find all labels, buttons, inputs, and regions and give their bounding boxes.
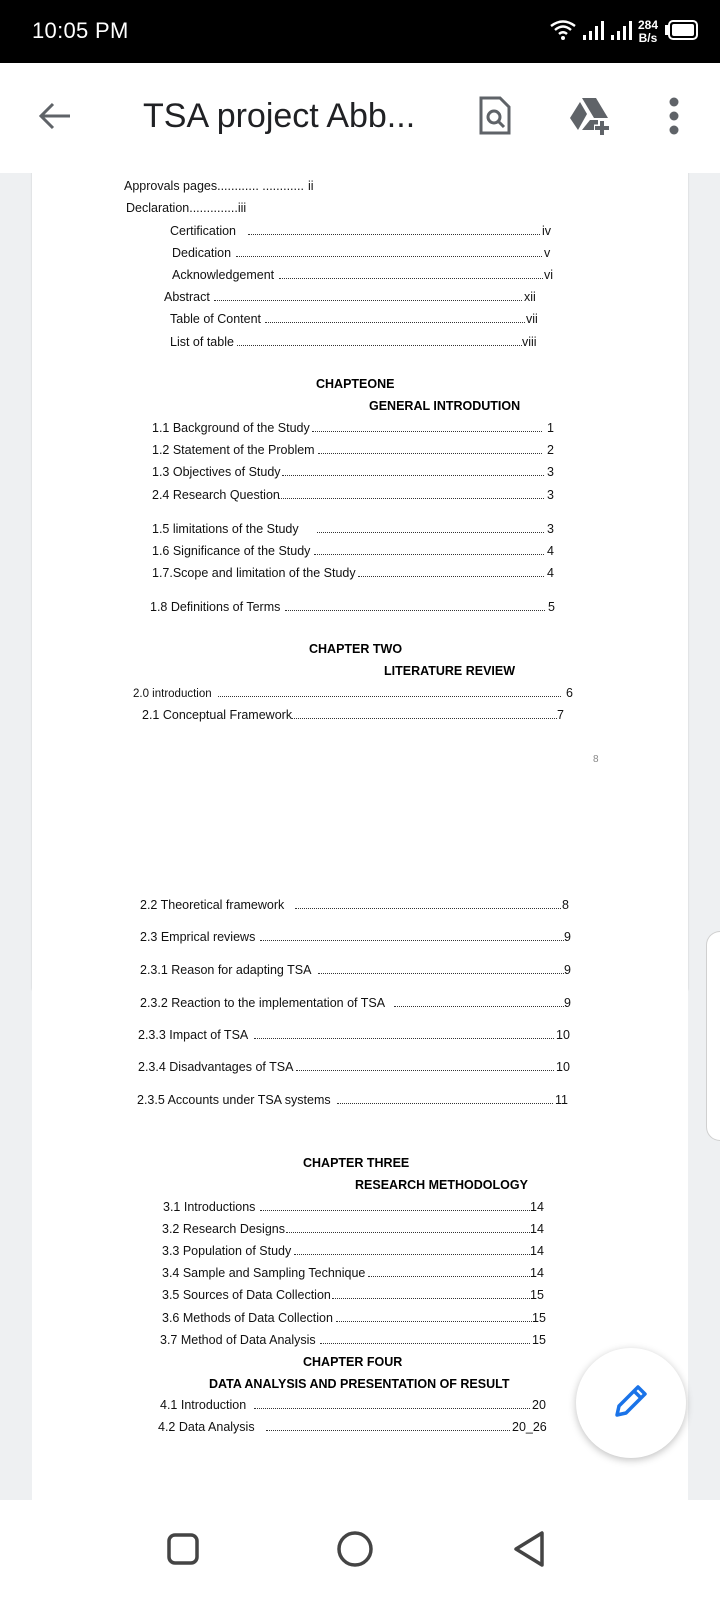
- add-to-drive-button[interactable]: [566, 95, 616, 141]
- wifi-icon: [550, 19, 576, 46]
- toc-entry: Certification iv: [170, 224, 552, 238]
- home-button[interactable]: [330, 1526, 380, 1576]
- document-viewer[interactable]: [0, 173, 720, 1500]
- status-icons: [550, 14, 698, 50]
- toc-entry: Approvals pages............ ............ ii: [124, 179, 314, 193]
- back-arrow-icon: [38, 102, 72, 135]
- document-search-icon: [478, 96, 512, 141]
- more-vert-icon: [668, 96, 680, 141]
- toc-entry: Dedication v: [172, 246, 551, 260]
- add-to-drive-icon: [568, 96, 614, 141]
- battery-icon: [664, 20, 698, 45]
- toc-entry: 1.5 limitations of the Study 3: [152, 522, 554, 536]
- chapter-heading: CHAPTER THREE: [303, 1156, 410, 1170]
- chapter-heading: CHAPTEONE: [316, 377, 395, 391]
- system-nav-bar: [0, 1500, 720, 1600]
- edit-fab[interactable]: [576, 1348, 686, 1458]
- toc-entry: 3.3 Population of Study 14: [162, 1244, 544, 1258]
- chapter-subheading: RESEARCH METHODOLOGY: [355, 1178, 528, 1192]
- toc-entry: 3.5 Sources of Data Collection 15: [162, 1288, 544, 1302]
- recents-square-icon: [166, 1532, 200, 1571]
- toc-entry: 2.1 Conceptual Framework 7: [142, 708, 564, 722]
- app-bar: [0, 63, 720, 173]
- toc-entry: 2.0 introduction 6: [133, 686, 573, 700]
- chapter-heading: CHAPTER FOUR: [303, 1355, 403, 1369]
- signal-icon: [582, 19, 604, 46]
- back-triangle-icon: [512, 1530, 546, 1573]
- chapter-heading: CHAPTER TWO: [309, 642, 403, 656]
- status-time: 10:05 PM: [32, 18, 129, 43]
- toc-entry: 4.2 Data Analysis 20_26: [158, 1420, 547, 1434]
- toc-entry: 1.6 Significance of the Study 4: [152, 544, 554, 558]
- toc-entry: 3.1 Introductions 14: [163, 1200, 544, 1214]
- more-options-button[interactable]: [656, 93, 692, 143]
- toc-entry: 1.2 Statement of the Problem 2: [152, 443, 554, 457]
- toc-entry: 2.3.1 Reason for adapting TSA 9: [140, 963, 571, 977]
- toc-entry: Declaration..............iii: [126, 201, 247, 215]
- toc-entry: 2.3.3 Impact of TSA 10: [138, 1028, 570, 1042]
- chapter-subheading: LITERATURE REVIEW: [384, 664, 516, 678]
- network-speed: [638, 19, 658, 45]
- toc-entry: 1.8 Definitions of Terms 5: [150, 600, 555, 614]
- toc-entry: 2.3.5 Accounts under TSA systems 11: [137, 1093, 568, 1107]
- back-nav-button[interactable]: [504, 1526, 554, 1576]
- toc-entry: 1.7.Scope and limitation of the Study 4: [152, 566, 554, 580]
- toc-entry: 1.1 Background of the Study 1: [152, 421, 554, 435]
- toc-entry: 4.1 Introduction 20: [160, 1398, 546, 1412]
- toc-entry: 2.3 Emprical reviews 9: [140, 930, 571, 944]
- edit-pencil-icon: [611, 1381, 651, 1426]
- home-circle-icon: [336, 1530, 374, 1573]
- scroll-handle[interactable]: [706, 931, 720, 1141]
- toc-entry: 2.4 Research Question 3: [152, 488, 554, 502]
- recents-button[interactable]: [158, 1526, 208, 1576]
- toc-entry: 3.6 Methods of Data Collection 15: [162, 1311, 546, 1325]
- toc-entry: 1.3 Objectives of Study 3: [152, 465, 554, 479]
- toc-entry: 2.2 Theoretical framework 8: [140, 898, 569, 912]
- toc-entry: 2.3.4 Disadvantages of TSA 10: [138, 1060, 570, 1074]
- back-button[interactable]: [30, 93, 80, 143]
- toc-entry: List of table viii: [170, 335, 537, 349]
- toc-entry: Acknowledgement vi: [172, 268, 554, 282]
- page-number: 8: [593, 754, 599, 765]
- document-title: TSA project Abb...: [143, 97, 416, 135]
- chapter-subheading: GENERAL INTRODUTION: [369, 399, 521, 413]
- network-speed-unit: B/s: [638, 31, 658, 45]
- toc-entry: Table of Content vii: [170, 312, 538, 326]
- signal-icon: [610, 19, 632, 46]
- toc-entry: 3.4 Sample and Sampling Technique 14: [162, 1266, 544, 1280]
- toc-entry: 3.7 Method of Data Analysis 15: [160, 1333, 546, 1347]
- toc-entry: 2.3.2 Reaction to the implementation of TSA 9: [140, 996, 571, 1010]
- status-bar: [0, 0, 720, 63]
- toc-entry: Abstract xii: [164, 290, 536, 304]
- network-speed-value: 284: [637, 18, 658, 32]
- find-in-document-button[interactable]: [472, 95, 518, 141]
- chapter-subheading: DATA ANALYSIS AND PRESENTATION OF RESULT: [209, 1377, 510, 1391]
- toc-entry: 3.2 Research Designs 14: [162, 1222, 544, 1236]
